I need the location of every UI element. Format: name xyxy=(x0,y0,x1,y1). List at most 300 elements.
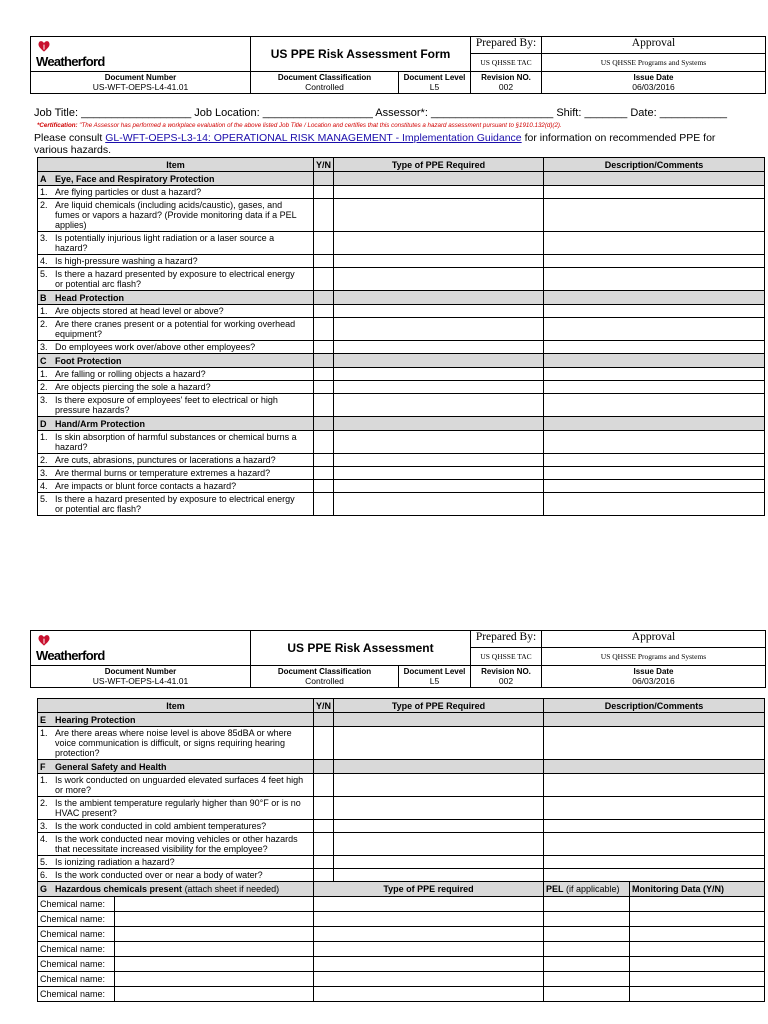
question-cell xyxy=(38,199,314,232)
chemical-name-input[interactable] xyxy=(115,987,314,1002)
approval-label: Approval xyxy=(542,37,766,54)
question-text: Is there a hazard presented by exposure to electrical energy or potential arc flash? xyxy=(55,494,295,514)
chemical-name-label: Chemical name: xyxy=(38,972,115,987)
col-item: Item xyxy=(38,158,314,172)
yn-answer-cell[interactable] xyxy=(314,493,334,516)
chemical-ppe-cell[interactable] xyxy=(314,987,544,1002)
issue-date xyxy=(542,71,766,93)
question-number: 6. xyxy=(40,870,48,880)
ppe-type-cell[interactable] xyxy=(334,727,544,760)
prepared-by-label: Prepared By: xyxy=(471,37,542,54)
chemical-row xyxy=(38,927,765,942)
question-row xyxy=(38,381,765,394)
chemicals-table xyxy=(37,881,765,1002)
chemicals-section-title xyxy=(38,882,314,897)
question-text: Are falling or rolling objects a hazard? xyxy=(55,369,206,379)
logo xyxy=(31,631,251,666)
yn-answer-cell[interactable] xyxy=(314,467,334,480)
question-number: 1. xyxy=(40,432,48,442)
ppe-type-cell[interactable] xyxy=(334,869,544,882)
description-cell[interactable] xyxy=(544,797,765,820)
certification-label: *Certification: xyxy=(37,122,78,129)
pel-cell[interactable] xyxy=(544,912,630,927)
consult-suffix: for information on recommended PPE for various hazards. xyxy=(34,132,716,156)
ppe-type-cell[interactable] xyxy=(334,318,544,341)
chemical-row xyxy=(38,972,765,987)
question-number: 1. xyxy=(40,306,48,316)
question-row xyxy=(38,833,765,856)
question-cell xyxy=(38,341,314,354)
guidance-link[interactable]: GL-WFT-OEPS-L3-14: OPERATIONAL RISK MANAGEMENT - Implementation Guidance xyxy=(105,132,522,144)
section-row xyxy=(38,354,765,368)
section-letter: B xyxy=(40,292,47,303)
section-blank-cell xyxy=(334,417,544,431)
section-row xyxy=(38,172,765,186)
section-title xyxy=(38,760,314,774)
question-number: 4. xyxy=(40,481,48,491)
section-title xyxy=(38,713,314,727)
classification-value: Controlled xyxy=(305,82,344,92)
ppe-type-cell[interactable] xyxy=(334,232,544,255)
question-text: Is the work conducted in cold ambient temperatures? xyxy=(55,821,267,831)
question-cell xyxy=(38,856,314,869)
chemical-row xyxy=(38,912,765,927)
chemical-name-label: Chemical name: xyxy=(38,927,115,942)
chemical-name-input[interactable] xyxy=(115,957,314,972)
description-cell[interactable] xyxy=(544,186,765,199)
revision-value: 002 xyxy=(498,676,514,686)
prepared-by-label: Prepared By: xyxy=(471,631,542,648)
question-row xyxy=(38,232,765,255)
chemical-name-input[interactable] xyxy=(115,912,314,927)
question-row xyxy=(38,467,765,480)
section-blank-cell xyxy=(334,172,544,186)
section-blank-cell xyxy=(314,172,334,186)
page1-header xyxy=(30,36,766,72)
chemical-row xyxy=(38,987,765,1002)
section-blank-cell xyxy=(334,354,544,368)
yn-answer-cell[interactable] xyxy=(314,774,334,797)
yn-answer-cell[interactable] xyxy=(314,394,334,417)
yn-answer-cell[interactable] xyxy=(314,268,334,291)
question-cell xyxy=(38,454,314,467)
monitoring-header: Monitoring Data (Y/N) xyxy=(630,882,765,897)
classification-label: Document Classification xyxy=(277,73,372,82)
question-text: Do employees work over/above other employees? xyxy=(55,342,256,352)
question-text: Are there areas where noise level is above 85dBA or where voice communication is difficult, or signs requiring hearing protection? xyxy=(55,728,292,758)
question-text: Is high-pressure washing a hazard? xyxy=(55,256,198,266)
chemical-name-input[interactable] xyxy=(115,897,314,912)
description-cell[interactable] xyxy=(544,467,765,480)
description-cell[interactable] xyxy=(544,856,765,869)
revision-value: 002 xyxy=(498,82,514,92)
monitoring-cell[interactable] xyxy=(630,942,765,957)
yn-answer-cell[interactable] xyxy=(314,381,334,394)
ppe-type-cell[interactable] xyxy=(334,268,544,291)
question-row xyxy=(38,856,765,869)
description-cell[interactable] xyxy=(544,480,765,493)
ppe-type-cell[interactable] xyxy=(334,199,544,232)
question-cell xyxy=(38,833,314,856)
monitoring-cell[interactable] xyxy=(630,897,765,912)
question-text: Is there a hazard presented by exposure to electrical energy or potential arc flash? xyxy=(55,269,295,289)
section-blank-cell xyxy=(544,172,765,186)
description-cell[interactable] xyxy=(544,431,765,454)
yn-answer-cell[interactable] xyxy=(314,454,334,467)
question-text: Is the work conducted near moving vehicles or other hazards that necessitate increased visibility for the employee? xyxy=(55,834,298,854)
question-text: Are objects piercing the sole a hazard? xyxy=(55,382,211,392)
yn-answer-cell[interactable] xyxy=(314,869,334,882)
ppe-type-cell[interactable] xyxy=(334,856,544,869)
consult-prefix: Please consult xyxy=(34,132,106,144)
question-row xyxy=(38,394,765,417)
question-row xyxy=(38,368,765,381)
question-row xyxy=(38,774,765,797)
question-cell xyxy=(38,869,314,882)
revision xyxy=(471,71,542,93)
yn-answer-cell[interactable] xyxy=(314,480,334,493)
question-number: 1. xyxy=(40,187,48,197)
question-row xyxy=(38,199,765,232)
monitoring-cell[interactable] xyxy=(630,927,765,942)
yn-answer-cell[interactable] xyxy=(314,186,334,199)
chemical-ppe-cell[interactable] xyxy=(314,942,544,957)
pel-cell[interactable] xyxy=(544,987,630,1002)
monitoring-cell[interactable] xyxy=(630,957,765,972)
description-cell[interactable] xyxy=(544,833,765,856)
question-cell xyxy=(38,797,314,820)
col-desc: Description/Comments xyxy=(544,699,765,713)
question-row xyxy=(38,186,765,199)
checklist-table-1 xyxy=(37,157,765,516)
section-blank-cell xyxy=(544,354,765,368)
col-type: Type of PPE Required xyxy=(334,158,544,172)
issue-date-value: 06/03/2016 xyxy=(632,676,675,686)
question-cell xyxy=(38,368,314,381)
description-cell[interactable] xyxy=(544,869,765,882)
section-row xyxy=(38,760,765,774)
question-number: 2. xyxy=(40,200,48,210)
col-desc: Description/Comments xyxy=(544,158,765,172)
monitoring-cell[interactable] xyxy=(630,912,765,927)
question-number: 3. xyxy=(40,395,48,405)
description-cell[interactable] xyxy=(544,305,765,318)
section-blank-cell xyxy=(544,291,765,305)
approval-value: US QHSSE Programs and Systems xyxy=(542,54,766,72)
ppe-type-cell[interactable] xyxy=(334,797,544,820)
section-blank-cell xyxy=(314,760,334,774)
section-letter: A xyxy=(40,173,47,184)
description-cell[interactable] xyxy=(544,394,765,417)
section-blank-cell xyxy=(314,713,334,727)
question-number: 1. xyxy=(40,775,48,785)
description-cell[interactable] xyxy=(544,318,765,341)
col-yn: Y/N xyxy=(314,699,334,713)
question-text: Is ionizing radiation a hazard? xyxy=(55,857,175,867)
ppe-type-cell[interactable] xyxy=(334,368,544,381)
description-cell[interactable] xyxy=(544,199,765,232)
ppe-type-cell[interactable] xyxy=(334,381,544,394)
doc-classification xyxy=(251,71,399,93)
question-cell xyxy=(38,305,314,318)
question-cell xyxy=(38,493,314,516)
revision xyxy=(471,665,542,687)
logo-text: Weatherford xyxy=(36,648,105,663)
question-row xyxy=(38,480,765,493)
question-number: 4. xyxy=(40,834,48,844)
question-cell xyxy=(38,232,314,255)
question-number: 3. xyxy=(40,233,48,243)
section-name: Eye, Face and Respiratory Protection xyxy=(55,173,215,184)
yn-answer-cell[interactable] xyxy=(314,318,334,341)
section-name: Head Protection xyxy=(55,292,125,303)
issue-date xyxy=(542,665,766,687)
ppe-type-cell[interactable] xyxy=(334,454,544,467)
weatherford-heart-icon xyxy=(37,39,51,53)
doc-classification xyxy=(251,665,399,687)
section-blank-cell xyxy=(544,760,765,774)
ppe-type-cell[interactable] xyxy=(334,480,544,493)
pel-cell[interactable] xyxy=(544,897,630,912)
section-name: General Safety and Health xyxy=(55,761,167,772)
section-name: Hearing Protection xyxy=(55,714,136,725)
section-row xyxy=(38,291,765,305)
description-cell[interactable] xyxy=(544,232,765,255)
monitoring-cell[interactable] xyxy=(630,972,765,987)
doc-number xyxy=(31,665,251,687)
consult-note xyxy=(34,132,734,156)
chemicals-header-row xyxy=(38,882,765,897)
chemical-ppe-cell[interactable] xyxy=(314,912,544,927)
question-cell xyxy=(38,394,314,417)
chemical-name-label: Chemical name: xyxy=(38,942,115,957)
question-text: Are liquid chemicals (including acids/caustic), gases, and fumes or vapors a hazard? (Provide monitoring data if a PEL applies) xyxy=(55,200,297,230)
page2-header xyxy=(30,630,766,666)
yn-answer-cell[interactable] xyxy=(314,255,334,268)
question-number: 3. xyxy=(40,342,48,352)
ppe-type-cell[interactable] xyxy=(334,394,544,417)
question-text: Are cuts, abrasions, punctures or lacerations a hazard? xyxy=(55,455,276,465)
section-name: Hand/Arm Protection xyxy=(55,418,146,429)
chemical-ppe-cell[interactable] xyxy=(314,972,544,987)
question-number: 2. xyxy=(40,382,48,392)
question-number: 1. xyxy=(40,728,48,738)
pel-cell[interactable] xyxy=(544,942,630,957)
chemical-ppe-cell[interactable] xyxy=(314,927,544,942)
issue-date-label: Issue Date xyxy=(633,73,674,82)
approval-value: US QHSSE Programs and Systems xyxy=(542,648,766,666)
pel-cell[interactable] xyxy=(544,927,630,942)
yn-answer-cell[interactable] xyxy=(314,431,334,454)
question-row xyxy=(38,454,765,467)
question-number: 2. xyxy=(40,319,48,329)
question-text: Is work conducted on unguarded elevated surfaces 4 feet high or more? xyxy=(55,775,304,795)
ppe-type-cell[interactable] xyxy=(334,431,544,454)
col-item: Item xyxy=(38,699,314,713)
section-blank-cell xyxy=(314,291,334,305)
ppe-type-cell[interactable] xyxy=(334,493,544,516)
yn-answer-cell[interactable] xyxy=(314,797,334,820)
ppe-type-cell[interactable] xyxy=(334,255,544,268)
description-cell[interactable] xyxy=(544,727,765,760)
classification-value: Controlled xyxy=(305,676,344,686)
question-row xyxy=(38,727,765,760)
yn-answer-cell[interactable] xyxy=(314,232,334,255)
description-cell[interactable] xyxy=(544,268,765,291)
question-row xyxy=(38,305,765,318)
question-row xyxy=(38,797,765,820)
question-row xyxy=(38,255,765,268)
issue-date-value: 06/03/2016 xyxy=(632,82,675,92)
section-letter: C xyxy=(40,355,47,366)
page-title: US PPE Risk Assessment Form xyxy=(251,37,471,72)
certification-note xyxy=(37,122,562,129)
ppe-type-cell[interactable] xyxy=(334,820,544,833)
question-cell xyxy=(38,480,314,493)
description-cell[interactable] xyxy=(544,368,765,381)
question-cell xyxy=(38,186,314,199)
page-title: US PPE Risk Assessment xyxy=(251,631,471,666)
col-type: Type of PPE Required xyxy=(334,699,544,713)
ppe-type-cell[interactable] xyxy=(334,774,544,797)
section-blank-cell xyxy=(314,354,334,368)
chemical-name-input[interactable] xyxy=(115,942,314,957)
pel-header xyxy=(544,882,630,897)
doc-number-value: US-WFT-OEPS-L4-41.01 xyxy=(92,676,189,686)
section-letter: D xyxy=(40,418,47,429)
question-cell xyxy=(38,268,314,291)
question-number: 3. xyxy=(40,821,48,831)
yn-answer-cell[interactable] xyxy=(314,199,334,232)
question-row xyxy=(38,869,765,882)
logo-text: Weatherford xyxy=(36,54,105,69)
ppe-type-cell[interactable] xyxy=(334,833,544,856)
question-number: 1. xyxy=(40,369,48,379)
section-blank-cell xyxy=(334,291,544,305)
question-cell xyxy=(38,318,314,341)
question-cell xyxy=(38,431,314,454)
section-row xyxy=(38,713,765,727)
prepared-by-value: US QHSSE TAC xyxy=(471,54,542,72)
doc-number-label: Document Number xyxy=(104,73,177,82)
yn-answer-cell[interactable] xyxy=(314,368,334,381)
logo xyxy=(31,37,251,72)
section-blank-cell xyxy=(544,417,765,431)
question-number: 4. xyxy=(40,256,48,266)
question-cell xyxy=(38,774,314,797)
ppe-type-cell[interactable] xyxy=(334,467,544,480)
yn-answer-cell[interactable] xyxy=(314,856,334,869)
ppe-type-cell[interactable] xyxy=(334,186,544,199)
yn-answer-cell[interactable] xyxy=(314,727,334,760)
question-text: Is the work conducted over or near a body of water? xyxy=(55,870,263,880)
pel-cell[interactable] xyxy=(544,972,630,987)
section-title xyxy=(38,417,314,431)
monitoring-cell[interactable] xyxy=(630,987,765,1002)
chemical-name-label: Chemical name: xyxy=(38,897,115,912)
pel-cell[interactable] xyxy=(544,957,630,972)
checklist-table-2 xyxy=(37,698,765,882)
question-text: Are impacts or blunt force contacts a hazard? xyxy=(55,481,237,491)
ppe-type-cell[interactable] xyxy=(334,305,544,318)
question-row xyxy=(38,431,765,454)
question-cell xyxy=(38,255,314,268)
yn-answer-cell[interactable] xyxy=(314,820,334,833)
pel-label: PEL xyxy=(546,884,564,894)
chemical-name-label: Chemical name: xyxy=(38,987,115,1002)
section-blank-cell xyxy=(314,417,334,431)
ppe-type-cell[interactable] xyxy=(334,341,544,354)
issue-date-label: Issue Date xyxy=(633,667,674,676)
chemical-name-input[interactable] xyxy=(115,927,314,942)
level-label: Document Level xyxy=(403,73,466,82)
question-cell xyxy=(38,727,314,760)
question-number: 2. xyxy=(40,798,48,808)
col-yn: Y/N xyxy=(314,158,334,172)
question-cell xyxy=(38,381,314,394)
description-cell[interactable] xyxy=(544,820,765,833)
question-text: Is potentially injurious light radiation or a laser source a hazard? xyxy=(55,233,275,253)
section-letter: G xyxy=(40,884,48,894)
chemicals-note: (attach sheet if needed) xyxy=(182,884,280,894)
page1-doc-meta xyxy=(30,71,766,94)
chemicals-title: Hazardous chemicals present xyxy=(55,884,183,894)
chemical-name-input[interactable] xyxy=(115,972,314,987)
description-cell[interactable] xyxy=(544,493,765,516)
description-cell[interactable] xyxy=(544,255,765,268)
weatherford-heart-icon xyxy=(37,633,51,647)
question-number: 2. xyxy=(40,455,48,465)
yn-answer-cell[interactable] xyxy=(314,341,334,354)
question-text: Are flying particles or dust a hazard? xyxy=(55,187,202,197)
question-text: Is skin absorption of harmful substances or chemical burns a hazard? xyxy=(55,432,297,452)
chem-type-header: Type of PPE required xyxy=(314,882,544,897)
section-name: Foot Protection xyxy=(55,355,122,366)
question-row xyxy=(38,268,765,291)
question-text: Are thermal burns or temperature extremes a hazard? xyxy=(55,468,271,478)
section-letter: E xyxy=(40,714,47,725)
question-text: Is the ambient temperature regularly higher than 90°F or is no HVAC present? xyxy=(55,798,301,818)
yn-answer-cell[interactable] xyxy=(314,833,334,856)
question-row xyxy=(38,820,765,833)
description-cell[interactable] xyxy=(544,774,765,797)
description-cell[interactable] xyxy=(544,341,765,354)
description-cell[interactable] xyxy=(544,454,765,467)
section-title xyxy=(38,172,314,186)
approval-label: Approval xyxy=(542,631,766,648)
prepared-by-value: US QHSSE TAC xyxy=(471,648,542,666)
yn-answer-cell[interactable] xyxy=(314,305,334,318)
question-cell xyxy=(38,820,314,833)
question-number: 5. xyxy=(40,494,48,504)
question-number: 5. xyxy=(40,269,48,279)
chemical-ppe-cell[interactable] xyxy=(314,897,544,912)
doc-level xyxy=(399,665,471,687)
description-cell[interactable] xyxy=(544,381,765,394)
doc-level xyxy=(399,71,471,93)
doc-number xyxy=(31,71,251,93)
doc-number-label: Document Number xyxy=(104,667,177,676)
chemical-name-label: Chemical name: xyxy=(38,912,115,927)
section-title xyxy=(38,354,314,368)
job-info-line[interactable]: Job Title: __________________ Job Location: __________________ Assessor*: ____________________ Shift: _______ Date: ___________ xyxy=(34,107,727,119)
chemical-row xyxy=(38,957,765,972)
question-number: 3. xyxy=(40,468,48,478)
section-blank-cell xyxy=(334,713,544,727)
chemical-ppe-cell[interactable] xyxy=(314,957,544,972)
chemical-row xyxy=(38,897,765,912)
question-cell xyxy=(38,467,314,480)
